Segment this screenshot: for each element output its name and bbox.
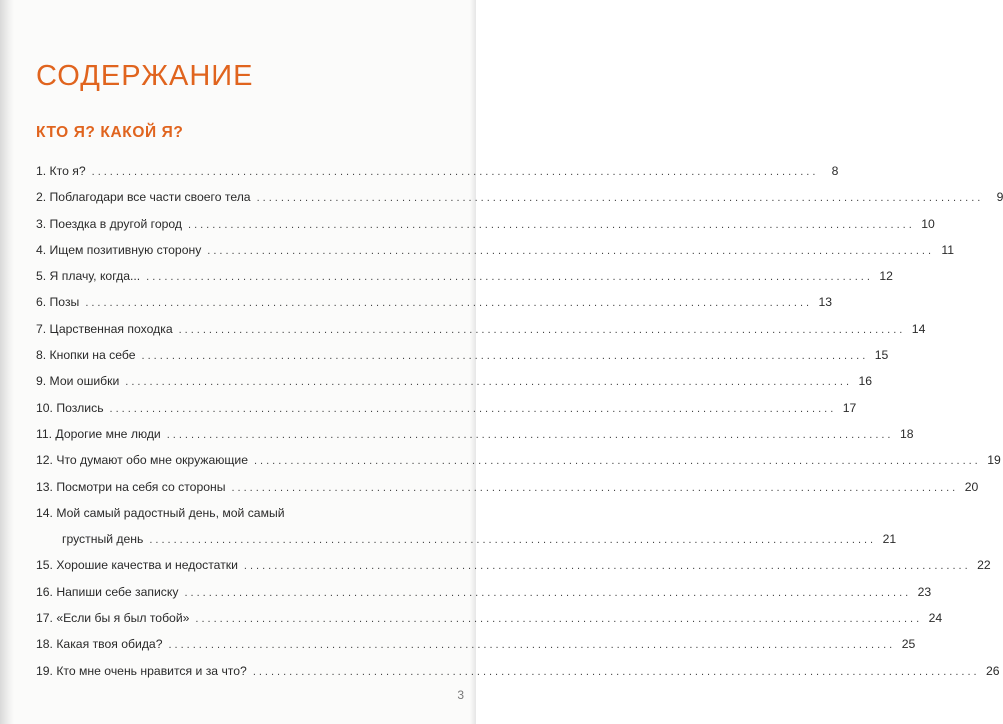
toc-entry[interactable]	[36, 579, 932, 605]
toc-entry[interactable]	[36, 158, 839, 184]
toc-leader-dots: ........................................................................................................................	[256, 192, 984, 205]
toc-entry-page: 22	[977, 558, 991, 573]
toc-entry[interactable]	[36, 316, 926, 342]
toc-entry-continuation[interactable]	[36, 526, 897, 552]
toc-entry-page: 20	[964, 479, 979, 494]
toc-entry-label: 17. «Если бы я был тобой»	[36, 611, 190, 626]
toc-entry[interactable]	[36, 263, 893, 289]
page-title: СОДЕРЖАНИЕ	[36, 60, 254, 92]
toc-leader-dots: ........................................................................................................................	[149, 534, 877, 547]
toc-entry-page: 8	[831, 164, 839, 178]
toc-leader-dots: ........................................................................................................................	[195, 613, 923, 626]
toc-entry[interactable]	[36, 184, 1003, 210]
toc-entry[interactable]	[36, 395, 857, 421]
toc-entry-label: 2. Поблагодари все части своего тела	[36, 190, 251, 205]
toc-entry-label: 1. Кто я?	[36, 164, 86, 178]
toc-entry[interactable]	[36, 237, 955, 263]
toc-entry[interactable]	[36, 605, 943, 631]
toc-entry-label: 4. Ищем позитивную сторону	[36, 242, 202, 257]
toc-entry-page: 23	[917, 584, 932, 599]
toc-leader-dots: ........................................................................................................................	[188, 218, 915, 231]
toc-leader-dots: ........................................................................................................................	[207, 244, 935, 257]
toc-leader-dots: ........................................................................................................................	[184, 586, 912, 599]
toc-entry-label: 13. Посмотри на себя со стороны	[36, 479, 226, 494]
toc-entry[interactable]	[36, 342, 889, 368]
toc-entry[interactable]	[36, 658, 1000, 684]
toc-entry-label: грустный день	[62, 532, 144, 547]
toc-leader-dots: ........................................................................................................................	[178, 323, 906, 336]
toc-entry-label: 12. Что думают обо мне окружающие	[36, 453, 248, 468]
table-of-contents	[36, 158, 1003, 684]
toc-entry-label: 11. Дорогие мне люди	[36, 426, 161, 441]
toc-entry-page: 15	[874, 348, 889, 363]
toc-entry-page: 9	[996, 190, 1003, 205]
page-spine-shadow	[0, 0, 14, 724]
toc-entry-label: 15. Хорошие качества и недостатки	[36, 558, 238, 573]
toc-entry-page: 24	[928, 611, 943, 626]
toc-leader-dots: ........................................................................................................................	[231, 481, 959, 494]
toc-entry-label: 19. Кто мне очень нравится и за что?	[36, 663, 247, 678]
toc-leader-dots: ........................................................................................................................	[252, 665, 980, 678]
toc-entry[interactable]	[36, 474, 979, 500]
toc-entry-page: 18	[899, 426, 914, 441]
toc-entry-label: 9. Мои ошибки	[36, 374, 120, 389]
toc-leader-dots: ........................................................................................................................	[85, 297, 813, 310]
section-title: КТО Я? КАКОЙ Я?	[36, 124, 184, 141]
toc-entry-label: 7. Царственная походка	[36, 321, 173, 336]
toc-leader-dots: ........................................................................................................................	[166, 428, 894, 441]
toc-leader-dots: ........................................................................................................................	[125, 376, 853, 389]
toc-entry-page: 14	[911, 321, 926, 336]
toc-entry-page: 21	[882, 532, 897, 547]
toc-entry[interactable]	[36, 552, 991, 578]
toc-leader-dots: ........................................................................................................................	[254, 455, 981, 468]
toc-entry-label: 10. Позлись	[36, 400, 104, 415]
toc-entry-page: 16	[858, 374, 873, 389]
toc-entry-page: 19	[987, 453, 1001, 468]
toc-entry-label: 18. Какая твоя обида?	[36, 637, 163, 652]
toc-entry-label: 14. Мой самый радостный день, мой самый	[36, 505, 285, 520]
toc-entry-page: 10	[921, 216, 935, 231]
toc-entry-page: 17	[842, 400, 857, 415]
toc-entry[interactable]	[36, 211, 935, 237]
toc-entry[interactable]	[36, 289, 833, 315]
toc-entry[interactable]	[36, 631, 916, 657]
toc-entry[interactable]	[36, 500, 409, 526]
toc-leader-dots: ........................................................................................................................	[168, 639, 896, 652]
toc-entry[interactable]	[36, 421, 914, 447]
toc-leader-dots: ........................................................................................................................	[146, 271, 873, 284]
toc-entry-page: 13	[818, 295, 833, 310]
toc-leader-dots: ........................................................................................................................	[91, 166, 819, 178]
toc-entry-label: 3. Поездка в другой город	[36, 216, 183, 231]
toc-leader-dots: ........................................................................................................................	[109, 402, 837, 415]
toc-entry[interactable]	[36, 447, 1001, 473]
toc-entry-label: 6. Позы	[36, 295, 80, 310]
toc-leader-dots: ........................................................................................................................	[141, 350, 869, 363]
toc-leader-dots: ........................................................................................................................	[243, 560, 971, 573]
toc-entry[interactable]	[36, 368, 873, 394]
toc-entry-page: 11	[941, 242, 955, 257]
toc-entry-page: 25	[901, 637, 916, 652]
toc-entry-label: 8. Кнопки на себе	[36, 348, 136, 363]
page-number: 3	[457, 688, 464, 702]
toc-entry-page: 26	[986, 663, 1000, 678]
toc-entry-label: 16. Напиши себе записку	[36, 584, 179, 599]
toc-entry-label: 5. Я плачу, когда...	[36, 269, 141, 284]
toc-entry-page: 12	[879, 269, 893, 284]
